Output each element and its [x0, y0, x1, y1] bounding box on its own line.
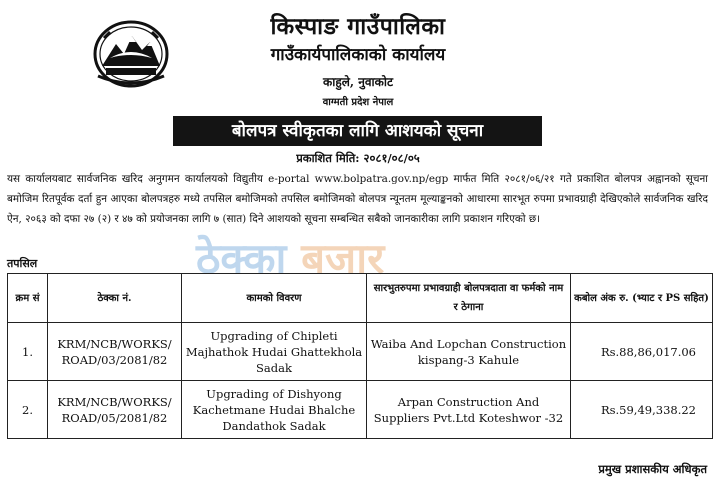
row-sn: 1.: [8, 323, 48, 381]
row-amount: Rs.59,49,338.22: [571, 381, 713, 439]
header-description: कामको विवरण: [182, 274, 367, 323]
row-contract-no: KRM/NCB/WORKS/ ROAD/05/2081/82: [48, 381, 182, 439]
header-bidder: सारभुतरुपमा प्रभावग्राही बोलपत्रदाता वा फर्मको नाम र ठेगाना: [367, 274, 571, 323]
row-description: Upgrading of Dishyong Kachetmane Hudai Bhalche Dandathok Sadak: [182, 381, 367, 439]
row-amount: Rs.88,86,017.06: [571, 323, 713, 381]
header-sn: क्रम सं: [8, 274, 48, 323]
row-sn: 2.: [8, 381, 48, 439]
schedule-label: तपसिल: [7, 257, 38, 270]
published-date: प्रकाशित मिति: २०८१/०८/०५: [296, 151, 420, 165]
table-row: [8, 381, 713, 439]
row-bidder: Arpan Construction And Suppliers Pvt.Ltd Koteshwor -32: [367, 381, 571, 439]
municipality-name: किस्पाङ गाउँपालिका: [270, 13, 446, 40]
notice-body: यस कार्यालयबाट सार्वजनिक खरिद अनुगमन कार्यालयको विद्युतीय e-portal www.bolpatra.gov.np/egp मार्फत मिति २०८१/०६/२१ गते प्रकाशित बोलपत्र अह्वानको सूचना बमोजिम रितपूर्वक दर्ता हुन आएका बोलपत्रहरु मध्ये तपसिल बमोजिमको तपसिल बमोजिमको बोलपत्र न्यूनतम मूल्याङ्कनको आधारमा सारभूत रुपमा प्रभावग्राही देखिएकोले सार्वजनिक खरिद ऐन, २०६३ को दफा २७ (२) र ४७ को प्रयोजनका लागि ७ (सात) दिने आशयको सूचना सम्बन्धित सबैको जानकारीका लागि प्रकाशन गरिएको छ।: [7, 173, 708, 225]
header-contract-no: ठेक्का नं.: [48, 274, 182, 323]
province-name: वाग्मती प्रदेश नेपाल: [322, 97, 394, 108]
notice-title: बोलपत्र स्वीकृतका लागि आशयको सूचना: [173, 116, 542, 146]
row-bidder: Waiba And Lopchan Construction kispang-3 Kahule: [367, 323, 571, 381]
table-header-row: [8, 274, 713, 323]
table-row: [8, 323, 713, 381]
header-amount: कबोल अंक रु. (भ्याट र PS सहित): [571, 274, 713, 323]
row-description: Upgrading of Chipleti Majhathok Hudai Ghattekhola Sadak: [182, 323, 367, 381]
office-address: काहुले, नुवाकोट: [323, 75, 393, 89]
watermark-part-1: ठेक्का: [196, 234, 287, 283]
signatory-title: प्रमुख प्रशासकीय अधिकृत: [598, 462, 707, 476]
watermark-part-2: बजार: [301, 234, 385, 283]
office-name: गाउँकार्यपालिकाको कार्यालय: [270, 45, 446, 65]
contracts-table: [7, 273, 713, 439]
row-contract-no: KRM/NCB/WORKS/ ROAD/03/2081/82: [48, 323, 182, 381]
